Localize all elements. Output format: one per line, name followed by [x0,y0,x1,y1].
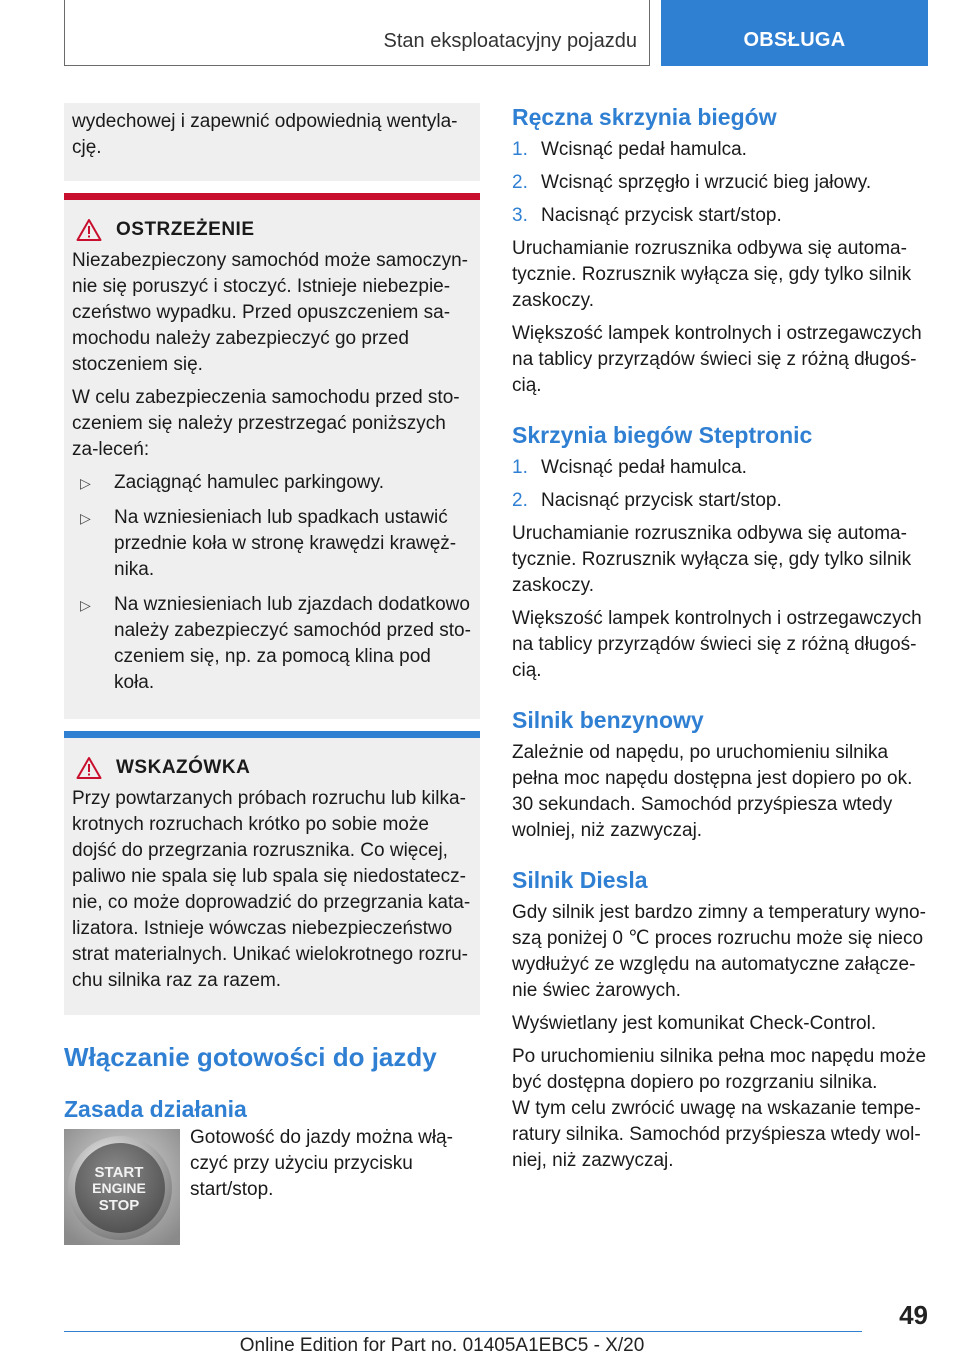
warning-list [72,470,472,696]
subsection-heading: Zasada działania [64,1096,247,1122]
section-heading: Włączanie gotowości do jazdy [64,1042,437,1072]
triangle-bullet-icon: ▷ [80,475,91,491]
petrol-engine-heading: Silnik benzynowy [512,707,704,733]
start-stop-button-image [64,1129,180,1245]
page-header [64,0,928,66]
list-item: 1. Wcisnąć pedał hamulca. [512,457,747,478]
intro-line-1: wydechowej i zapewnić odpowiednią wentyla- [72,111,458,132]
triangle-bullet-icon: ▷ [80,597,91,613]
chapter-tab [661,0,928,66]
edition-note: Online Edition for Part no. 01405A1EBC5 - X/20 [239,1335,645,1356]
notice-paragraph: Przy powtarzanych próbach rozruchu lub kilka-krotnych rozruchach krótko po sobie może dojść do przegrzania rozrusznika. Co więcej, paliwo nie spala się lub spala się niedostatecz-nie, co może doprowadzić do przegrzania kata-lizatora. Istnieje wówczas niebezpieczeństwo strat materialnych. Unikać wielokrotnego rozru-chu silnika raz za razem. [72,788,471,991]
warning-triangle-icon [76,218,102,242]
engine-label: ENGINE [92,1180,146,1196]
principle-block [64,1129,480,1245]
warning-paragraph-1: Niezabezpieczony samochód może samoczyn-nie się poruszyć i stoczyć. Istnieje niebezpie-czeństwo wypadku. Przed opuszczeniem sa-mochodu należy zabezpieczyć go przed stoczeniem się. [72,250,469,375]
warning-title: OSTRZEŻENIE [116,219,255,240]
principle-text: Gotowość do jazdy można włą-czyć przy użyciu przycisku start/stop. [190,1127,453,1200]
list-item: 3. Nacisnąć przycisk start/stop. [512,205,782,226]
list-item: 2. Wcisnąć sprzęgło i wrzucić bieg jałowy. [512,172,872,193]
list-item: ▷ Zaciągnąć hamulec parkingowy. [80,470,472,496]
start-label: START [94,1164,144,1181]
list-item: 2. Nacisnąć przycisk start/stop. [512,490,782,511]
manual-gearbox-heading: Ręczna skrzynia biegów [512,104,777,130]
intro-line-2: cję. [72,137,102,158]
notice-title: WSKAZÓWKA [116,757,251,778]
manual-paragraph-1: Uruchamianie rozrusznika odbywa się automa-tycznie. Rozrusznik wyłącza się, gdy tylko silnik zaskoczy. [512,238,912,311]
section-title: Stan eksploatacyjny pojazdu [383,30,637,52]
list-item: ▷ Na wzniesieniach lub zjazdach dodatkowo należy zabezpieczyć samochód przed sto-czeniem się, np. za pomocą klina pod koła. [80,594,471,693]
diesel-paragraph-2: Wyświetlany jest komunikat Check-Control. [512,1013,877,1034]
warning-header [72,218,472,242]
petrol-paragraph: Zależnie od napędu, po uruchomieniu silnika pełna moc napędu dostępna jest dopiero po ok. 30 sekundach. Samochód przyśpiesza wtedy wolniej, niż zazwyczaj. [512,742,913,841]
manual-paragraph-2: Większość lampek kontrolnych i ostrzegawczych na tablicy przyrządów świeci się z różną długoś-cią. [512,323,922,396]
triangle-bullet-icon: ▷ [80,510,91,526]
notice-header [72,756,472,780]
steptronic-steps [512,455,928,514]
list-item: ▷ Na wzniesieniach lub spadkach ustawić przednie koła w stronę krawędzi krawęż-nika. [80,507,457,580]
warning-paragraph-2: W celu zabezpieczenia samochodu przed sto-czeniem się należy przestrzegać poniższych za-leceń: [72,387,460,460]
left-column [64,103,480,1245]
footer-divider [64,1331,862,1332]
manual-steps [512,137,928,229]
stop-label: STOP [98,1197,140,1214]
notice-triangle-icon [76,756,102,780]
steptronic-paragraph-1: Uruchamianie rozrusznika odbywa się automa-tycznie. Rozrusznik wyłącza się, gdy tylko silnik zaskoczy. [512,523,912,596]
right-column [512,103,928,1174]
list-item: 1. Wcisnąć pedał hamulca. [512,139,747,160]
intro-continuation [64,103,480,181]
steptronic-heading: Skrzynia biegów Steptronic [512,422,813,448]
page-number: 49 [899,1300,928,1330]
diesel-engine-heading: Silnik Diesla [512,867,648,893]
warning-box [64,193,480,719]
diesel-paragraph-1: Gdy silnik jest bardzo zimny a temperatury wyno-szą poniżej 0 ℃ proces rozruchu może się nieco wydłużyć ze względu na automatyczne załącze-nie świec żarowych. [512,902,926,1001]
section-title-box [64,0,650,66]
diesel-paragraph-3: Po uruchomieniu silnika pełna moc napędu może być dostępna dopiero po rozgrzaniu silnika. W tym celu zwrócić uwagę na wskazanie tempe-ratury silnika. Samochód przyśpiesza wtedy wol-niej, niż zazwyczaj. [512,1046,927,1171]
notice-box [64,731,480,1015]
steptronic-paragraph-2: Większość lampek kontrolnych i ostrzegawczych na tablicy przyrządów świeci się z różną długoś-cią. [512,608,922,681]
chapter-title: OBSŁUGA [743,29,846,51]
